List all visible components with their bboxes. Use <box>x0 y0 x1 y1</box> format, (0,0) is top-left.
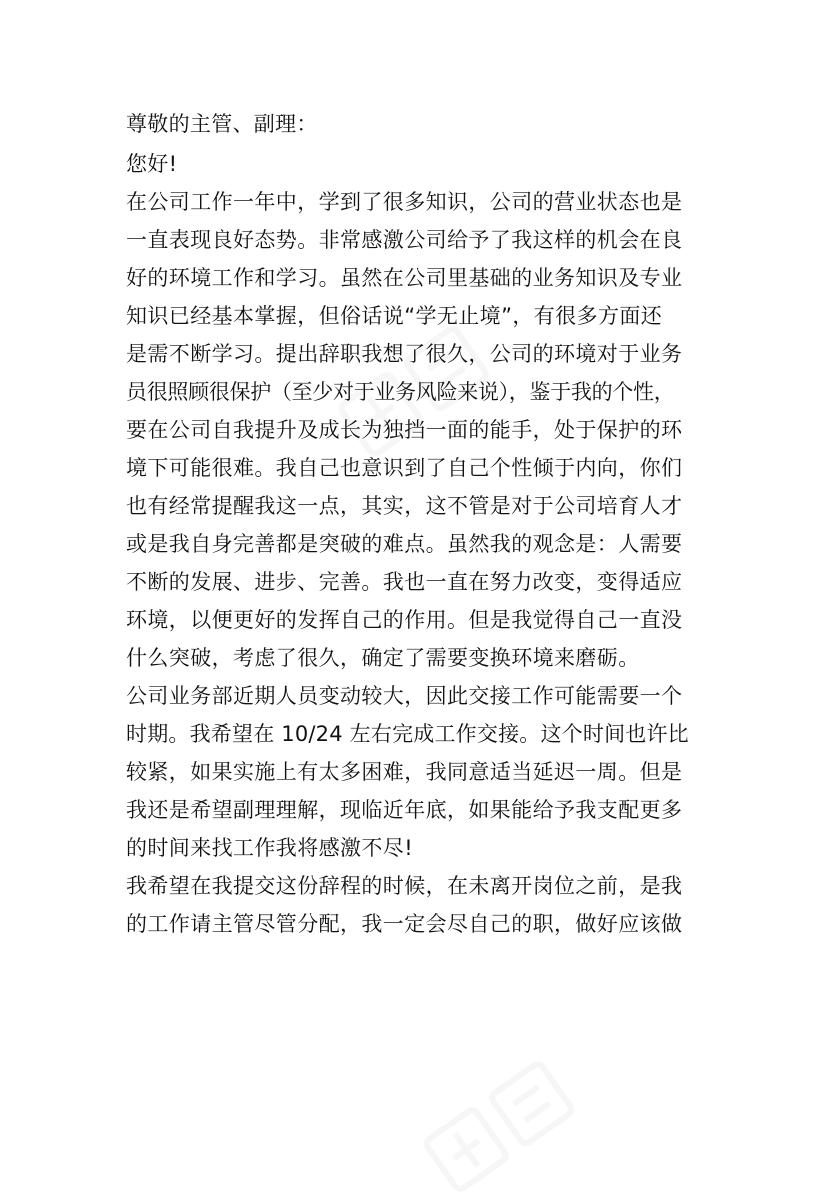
body-line: 的时间来找工作我将感激不尽! <box>126 836 414 860</box>
body-line: 要在公司自我提升及成长为独挡一面的能手，处于保护的环 <box>126 418 683 442</box>
letter-body <box>126 105 711 943</box>
body-line: 我希望在我提交这份辞程的时候，在未离开岗位之前，是我 <box>126 874 683 898</box>
salutation: 尊敬的主管、副理： <box>126 112 318 136</box>
body-line: 境下可能很难。我自己也意识到了自己个性倾于内向，你们 <box>126 456 683 480</box>
body-line: 公司业务部近期人员变动较大，因此交接工作可能需要一个 <box>126 684 683 708</box>
body-line: 时期。我希望在 10/24 左右完成工作交接。这个时间也许比 <box>126 722 689 746</box>
body-line: 一直表现良好态势。非常感激公司给予了我这样的机会在良 <box>126 228 683 252</box>
body-line: 是需不断学习。提出辞职我想了很久，公司的环境对于业务 <box>126 342 683 366</box>
body-line: 好的环境工作和学习。虽然在公司里基础的业务知识及专业 <box>126 266 683 290</box>
body-line: 员很照顾很保护（至少对于业务风险来说），鉴于我的个性， <box>126 380 675 404</box>
greeting: 您好! <box>126 152 178 176</box>
watermark-mark <box>400 1050 620 1200</box>
body-line: 的工作请主管尽管分配，我一定会尽自己的职，做好应该做 <box>126 912 683 936</box>
body-line: 或是我自身完善都是突破的难点。虽然我的观念是：人需要 <box>126 532 683 556</box>
body-line: 在公司工作一年中，学到了很多知识，公司的营业状态也是 <box>126 190 683 214</box>
body-line: 较紧，如果实施上有太多困难，我同意适当延迟一周。但是 <box>126 760 683 784</box>
body-line: 环境，以便更好的发挥自己的作用。但是我觉得自己一直没 <box>126 608 683 632</box>
body-line: 什么突破，考虑了很久，确定了需要变换环境来磨砺。 <box>126 646 640 670</box>
body-line: 知识已经基本掌握，但俗话说“学无止境”，有很多方面还 <box>126 304 663 328</box>
body-line: 也有经常提醒我这一点，其实，这不管是对于公司培育人才 <box>126 494 683 518</box>
body-line: 不断的发展、进步、完善。我也一直在努力改变，变得适应 <box>126 570 683 594</box>
body-line: 我还是希望副理理解，现临近年底，如果能给予我支配更多 <box>126 798 683 822</box>
